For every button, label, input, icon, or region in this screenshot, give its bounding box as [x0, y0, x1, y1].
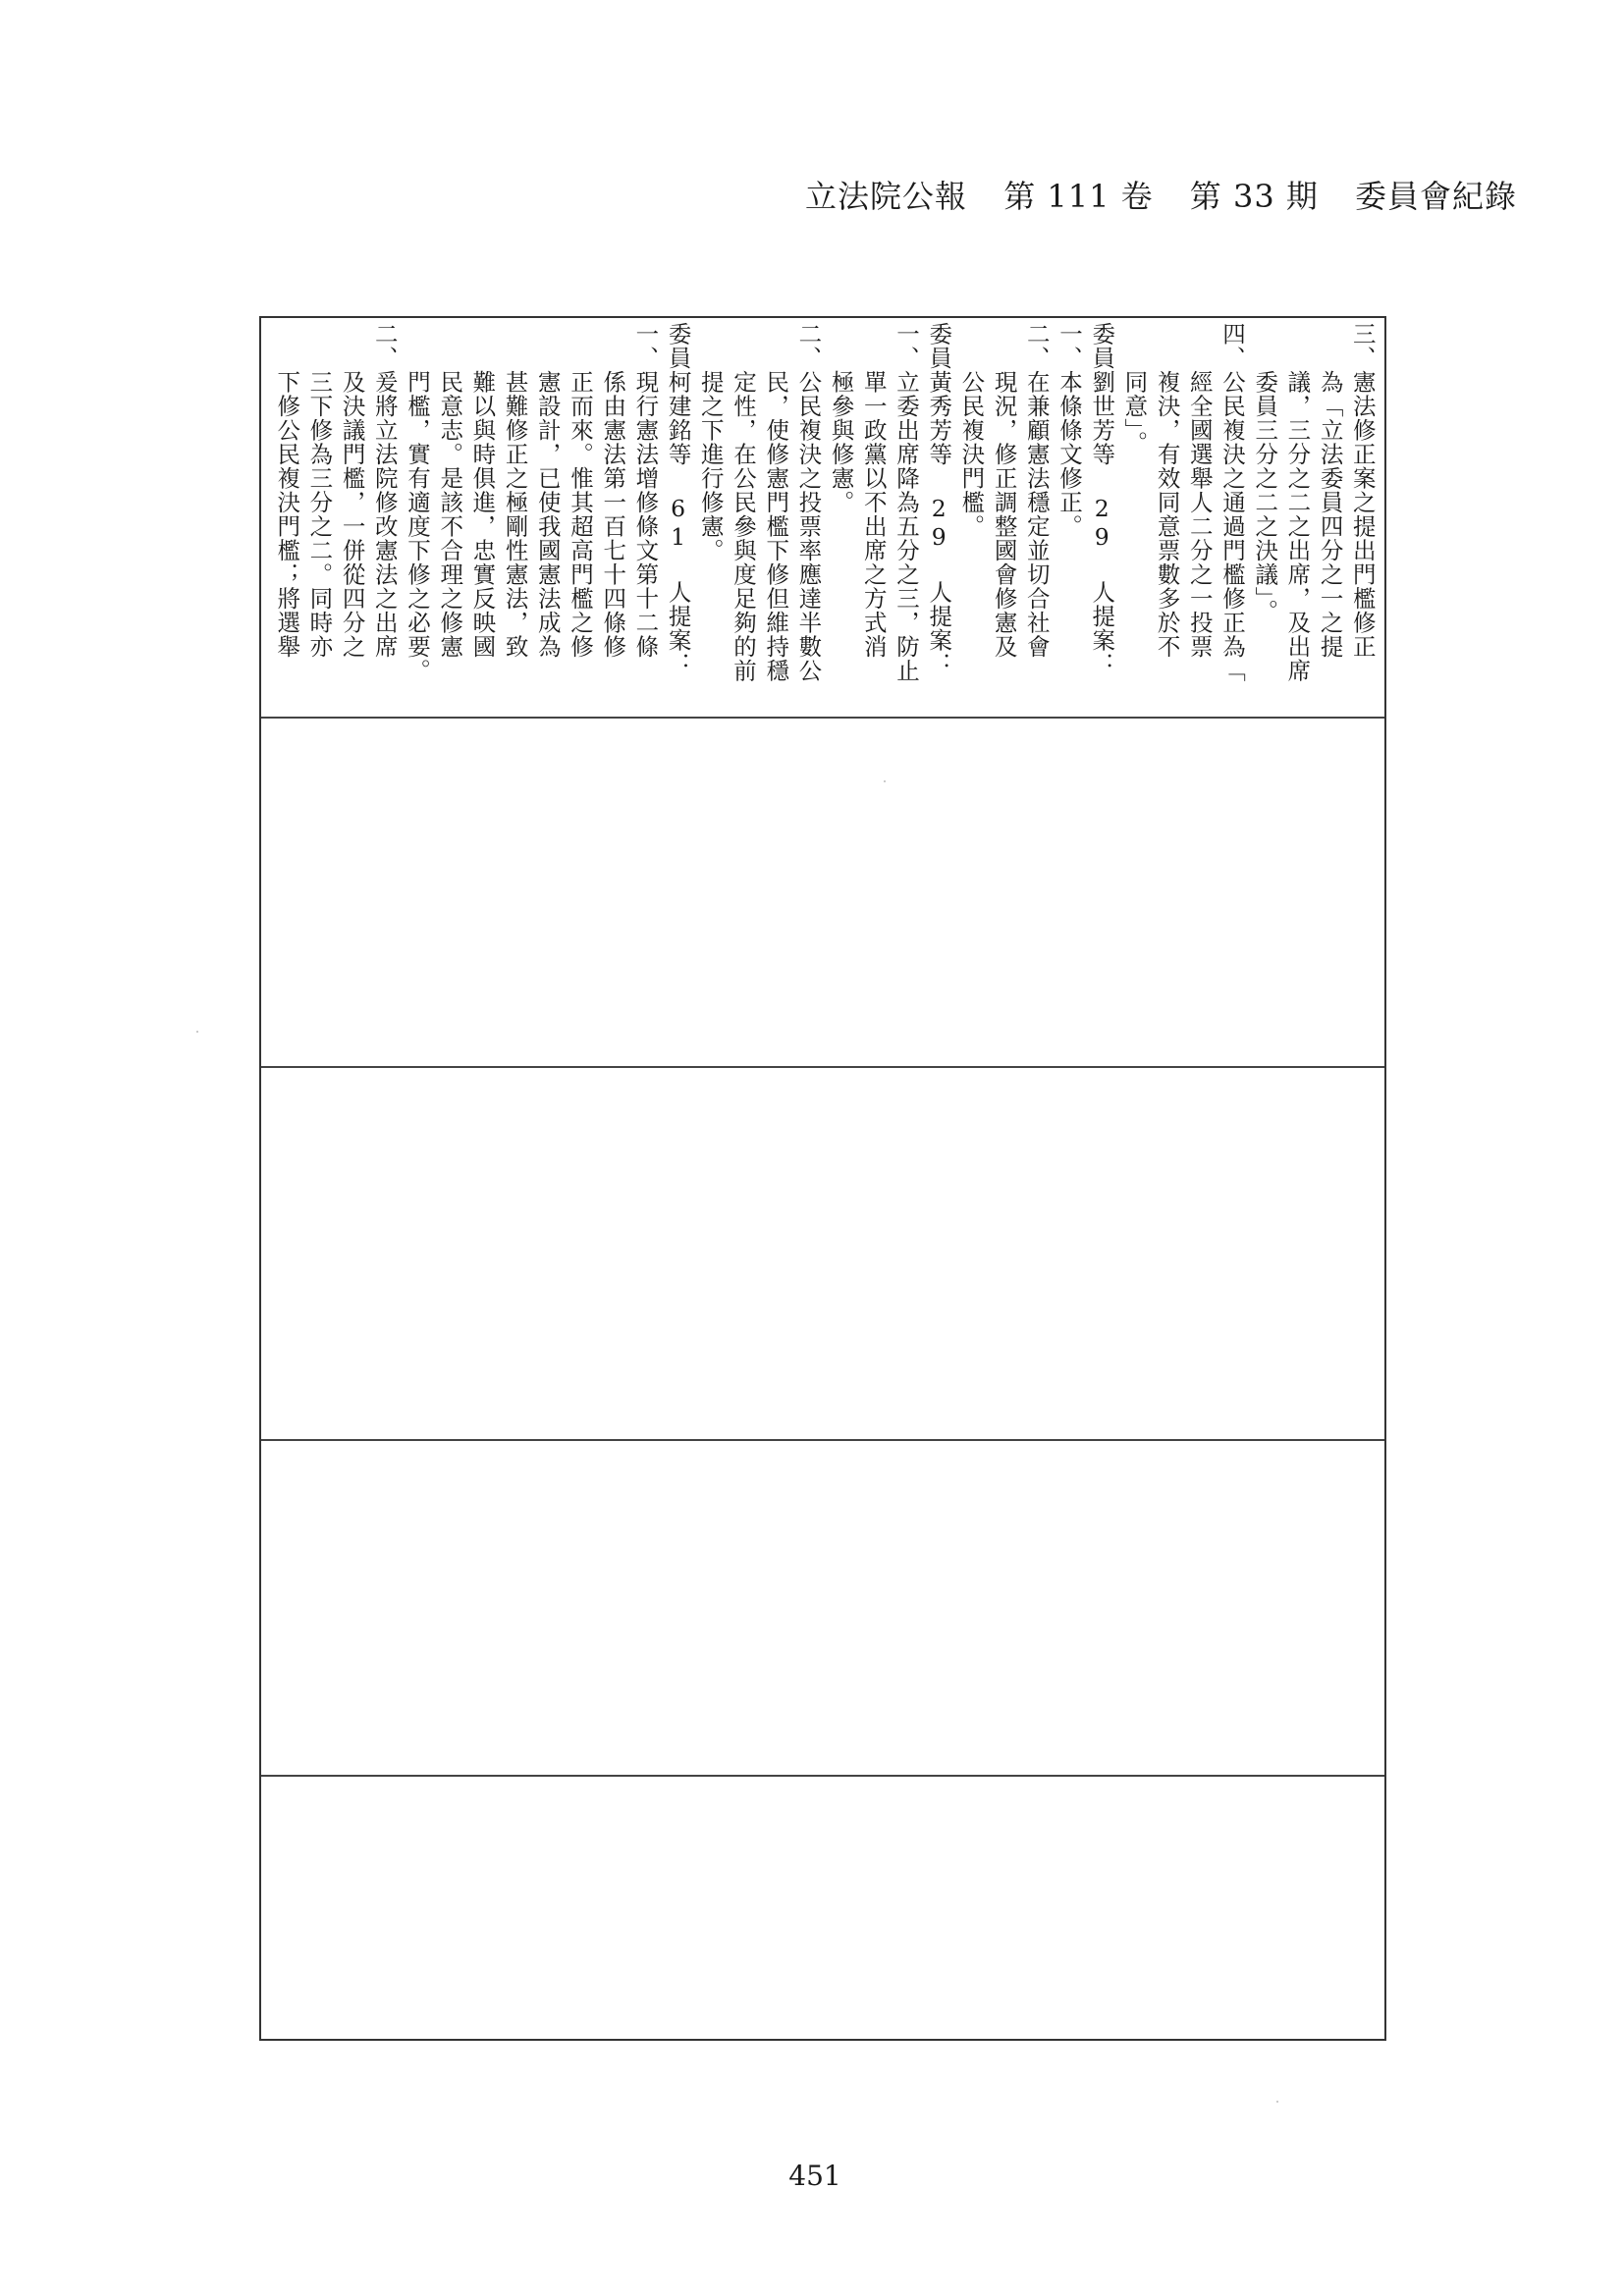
document-table: [259, 316, 1386, 2041]
text-column: 二、爰將立法院修改憲法之出席: [370, 322, 399, 659]
text-column: 委員黃秀芳等 29 人提案：: [925, 322, 953, 676]
row-divider: [261, 1439, 1384, 1441]
text-column: 民，使修憲門檻下修但維持穩: [762, 322, 790, 683]
text-column: 係由憲法第一百七十四條修: [599, 322, 627, 659]
text-column: 複決，有效同意票數多於不: [1153, 322, 1181, 659]
explanation-text-cell: [265, 322, 1380, 715]
text-column: 現況，修正調整國會修憲及: [990, 322, 1018, 659]
section-name: 委員會紀錄: [1355, 178, 1518, 215]
text-column: 民意志。是該不合理之修憲: [436, 322, 464, 659]
text-column: 門檻，實有適度下修之必要。: [404, 322, 431, 683]
text-column: 下修公民複決門檻；將選舉: [273, 322, 301, 659]
text-column: 委員柯建銘等 61 人提案：: [664, 322, 692, 676]
text-column: 單一政黨以不出席之方式消: [859, 322, 888, 659]
row-divider: [261, 1066, 1384, 1068]
text-column: 及決議門檻，一併從四分之: [338, 322, 366, 659]
scan-speck: [1276, 2101, 1278, 2103]
text-column: 三、憲法修正案之提出門檻修正: [1348, 322, 1377, 659]
page-number: 451: [788, 2160, 841, 2192]
text-column: 一、立委出席降為五分之三，防止: [893, 322, 920, 683]
text-column: 憲設計，已使我國憲法成為: [533, 322, 562, 659]
volume-number: 第 111 卷: [1003, 178, 1154, 215]
scan-speck: [196, 1031, 198, 1033]
text-column: 一、現行憲法增修條文第十二條: [631, 322, 660, 659]
text-column: 一、本條條文修正。: [1056, 322, 1083, 539]
text-column: 提之下進行修憲。: [696, 322, 725, 562]
scan-speck: [884, 780, 886, 782]
text-column: 委員劉世芳等 29 人提案：: [1088, 322, 1116, 676]
text-column: 定性，在公民參與度足夠的前: [730, 322, 757, 683]
text-column: 公民複決門檻。: [957, 322, 986, 539]
issue-number: 第 33 期: [1189, 178, 1319, 215]
text-column: 議，三分之二之出席，及出席: [1283, 322, 1312, 683]
publication-title: 立法院公報: [805, 178, 968, 215]
text-column: 同意」。: [1120, 322, 1149, 455]
text-column: 二、公民複決之投票率應達半數公: [794, 322, 823, 683]
row-divider: [261, 717, 1384, 719]
text-column: 四、公民複決之通過門檻修正為「: [1218, 322, 1246, 683]
page-header: [805, 172, 1518, 231]
text-column: 難以與時俱進，忠實反映國: [468, 322, 497, 659]
text-column: 極參與修憲。: [827, 322, 855, 514]
text-column: 三下修為三分之二。同時亦: [305, 322, 334, 659]
text-column: 委員三分之二之決議」。: [1251, 322, 1279, 623]
text-column: 為「立法委員四分之一之提: [1316, 322, 1344, 659]
text-column: 甚難修正之極剛性憲法，致: [501, 322, 529, 659]
row-divider: [261, 1775, 1384, 1777]
text-column: 經全國選舉人二分之一投票: [1185, 322, 1214, 659]
text-column: 二、在兼顧憲法穩定並切合社會: [1022, 322, 1051, 659]
text-column: 正而來。惟其超高門檻之修: [567, 322, 594, 659]
